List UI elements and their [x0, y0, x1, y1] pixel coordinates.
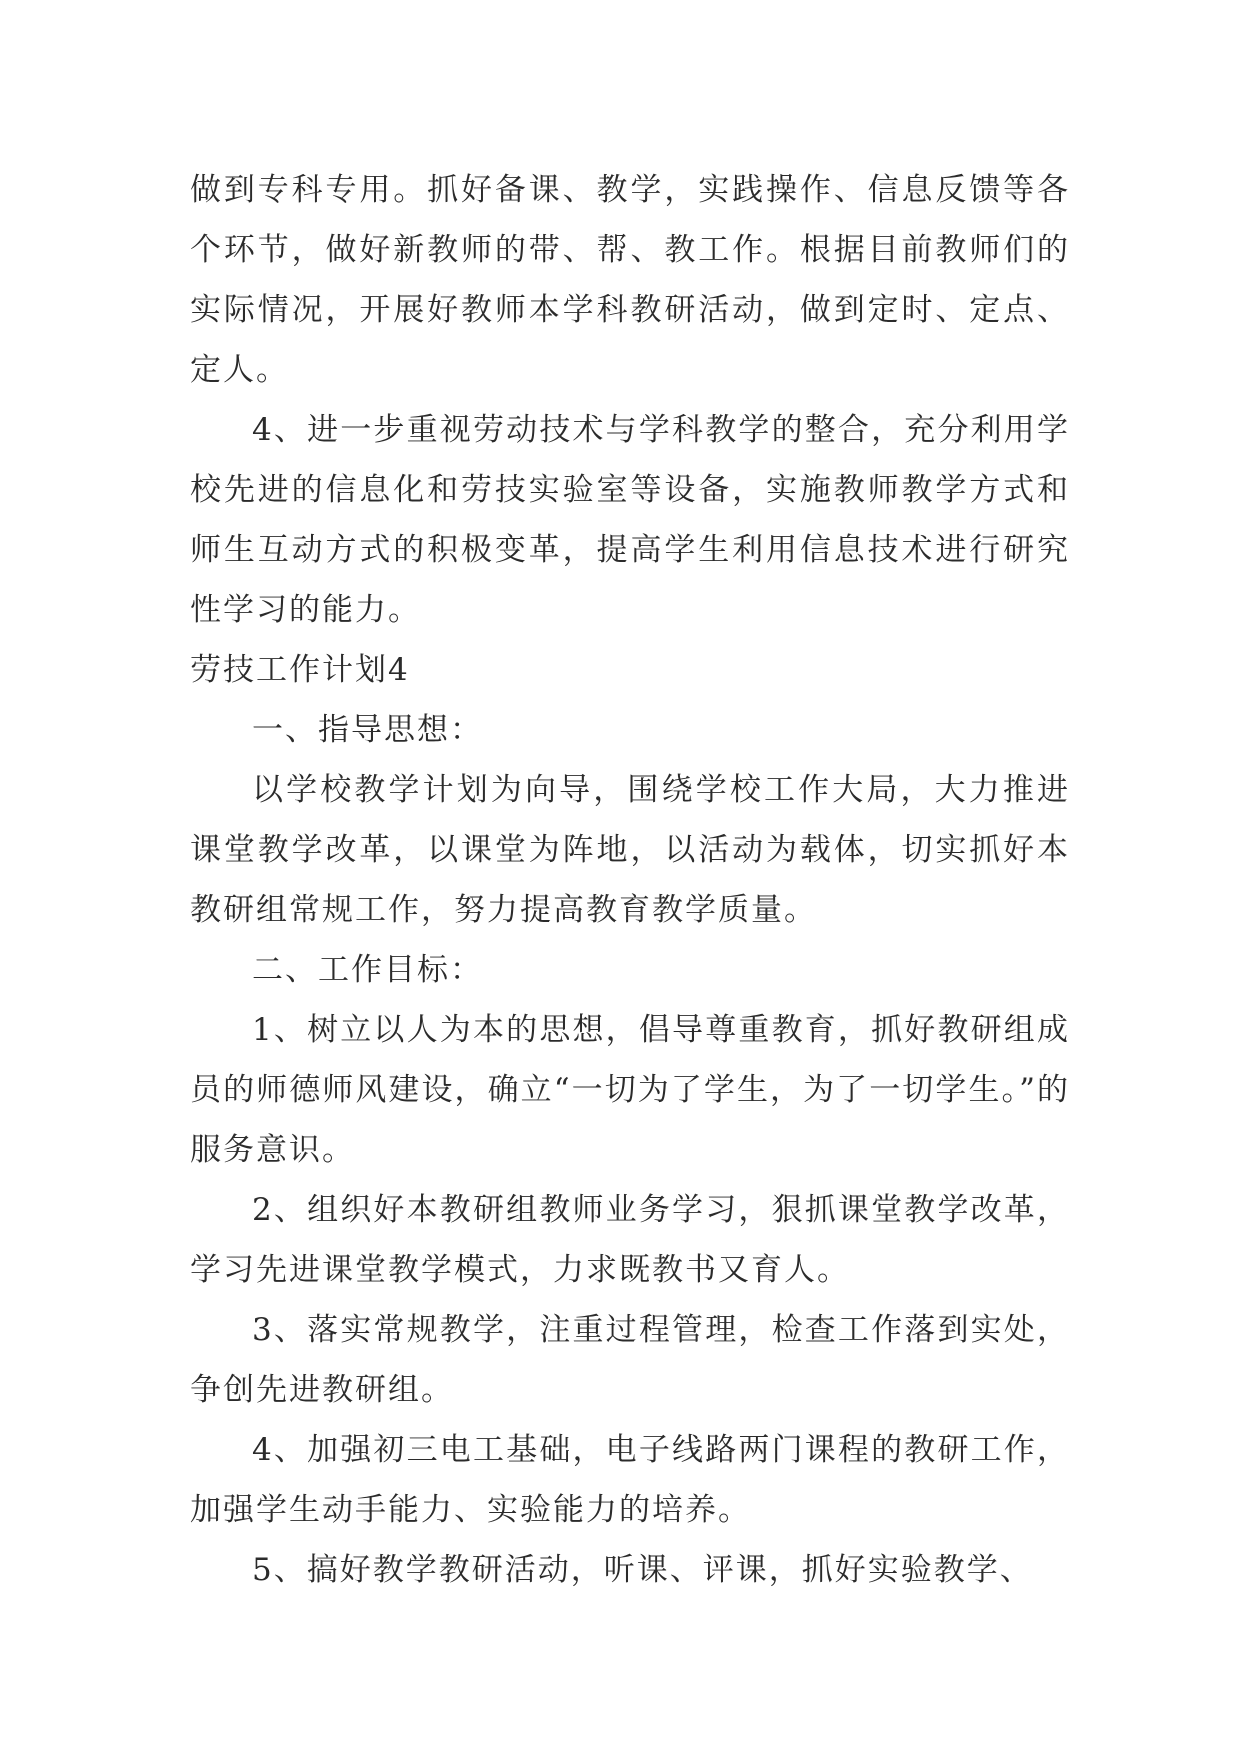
document-body — [190, 160, 1070, 1600]
paragraph-guiding-thought: 以学校教学计划为向导，围绕学校工作大局，大力推进课堂教学改革，以课堂为阵地，以活动为载体，切实抓好本教研组常规工作，努力提高教育教学质量。 — [190, 772, 1070, 928]
paragraph-goal-4: 4、加强初三电工基础，电子线路两门课程的教研工作，加强学生动手能力、实验能力的培养。 — [190, 1432, 1070, 1528]
paragraph-goal-3: 3、落实常规教学，注重过程管理，检查工作落到实处，争创先进教研组。 — [190, 1312, 1070, 1408]
paragraph-goal-1: 1、树立以人为本的思想，倡导尊重教育，抓好教研组成员的师德师风建设，确立“一切为了学生，为了一切学生。”的服务意识。 — [190, 1012, 1070, 1168]
subheading-guiding-thought: 一、指导思想： — [252, 712, 483, 748]
paragraph-goal-2: 2、组织好本教研组教师业务学习，狠抓课堂教学改革，学习先进课堂教学模式，力求既教书又育人。 — [190, 1192, 1070, 1288]
paragraph-continuation: 做到专科专用。抓好备课、教学，实践操作、信息反馈等各个环节，做好新教师的带、帮、教工作。根据目前教师们的实际情况，开展好教师本学科教研活动，做到定时、定点、定人。 — [190, 172, 1070, 388]
paragraph-goal-5: 5、搞好教学教研活动，听课、评课，抓好实验教学、 — [252, 1552, 1033, 1588]
section-title: 劳技工作计划4 — [190, 652, 410, 688]
subheading-work-goals: 二、工作目标： — [252, 952, 483, 988]
paragraph-item-4: 4、进一步重视劳动技术与学科教学的整合，充分利用学校先进的信息化和劳技实验室等设备，实施教师教学方式和师生互动方式的积极变革，提高学生利用信息技术进行研究性学习的能力。 — [190, 412, 1070, 628]
